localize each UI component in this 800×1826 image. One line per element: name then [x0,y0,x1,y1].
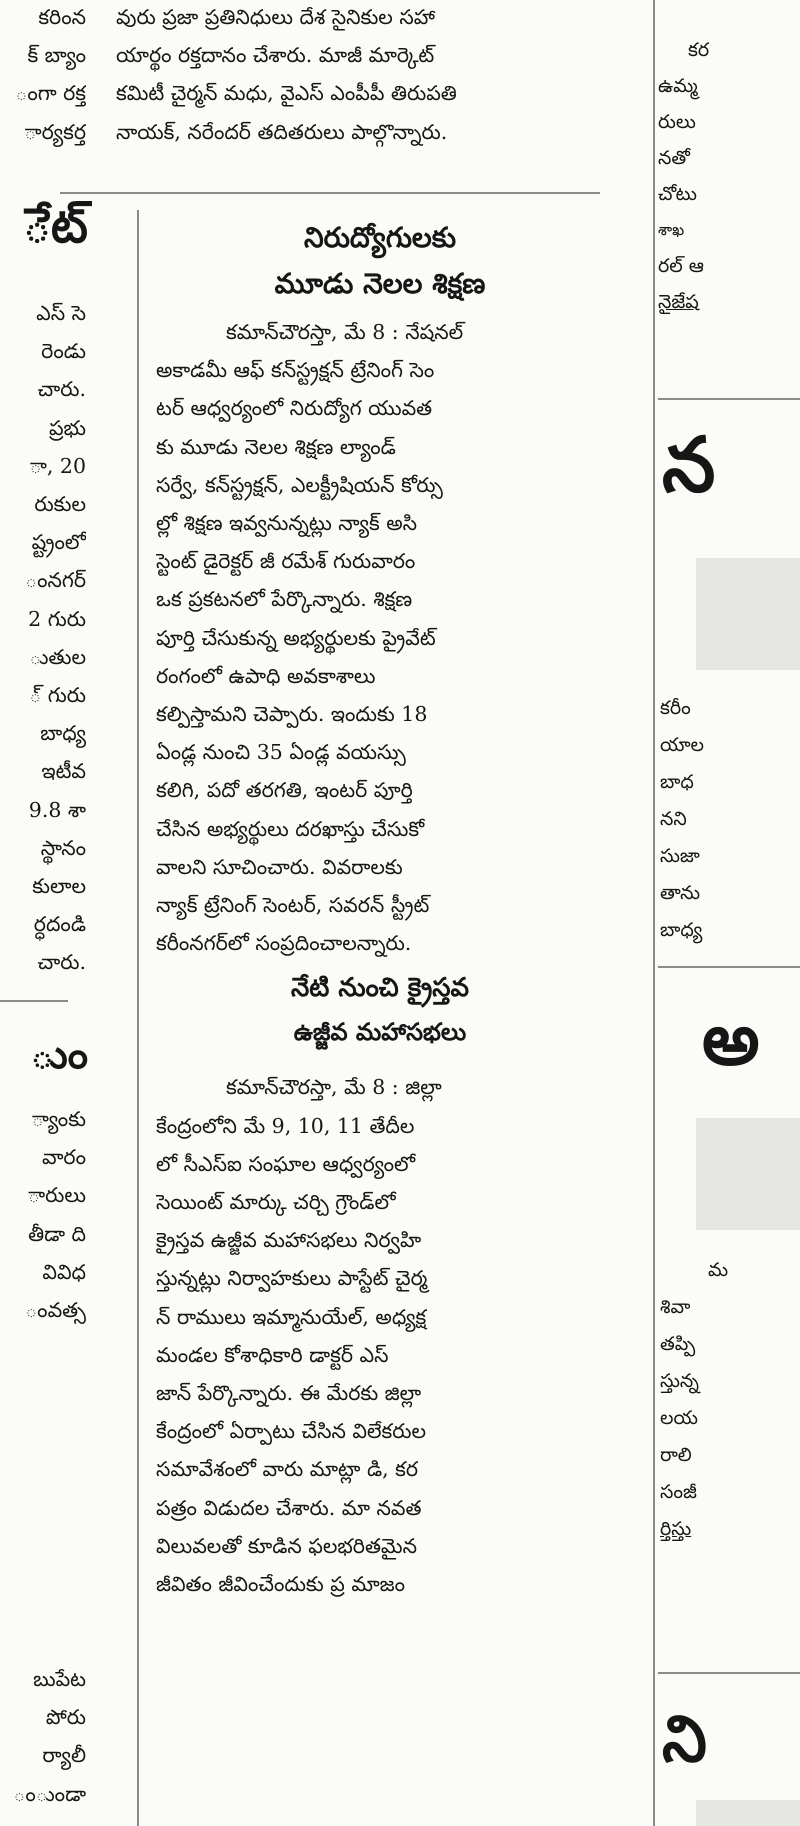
left-body-1: ఎస్ సె రెండు చారు. ప్రభు ా, 20 రుకుల ష్ట్రంలో ంనగర్ 2 గురు ుతుల ్ గురు బాధ్య ఇటీవ 9.8 శా స్థానం కులాల ర్ధదండి చారు. [25,301,86,975]
article-1-body: కమాన్‌చౌరస్తా, మే 8 : నేషనల్ అకాడమీ ఆఫ్ కన్‌స్ట్రక్షన్ ట్రేనింగ్ సెం టర్ ఆధ్వర్యంలో నిరుద్యోగ యువత కు మూడు నెలల శిక్షణ ల్యాండ్ సర్వే, కన్‌స్ట్రక్షన్, ఎలక్ట్రీషియన్ కోర్సు ల్లో శిక్షణ ఇవ్వనున్నట్లు న్యాక్ అసి స్టెంట్ డైరెక్టర్ జీ రమేశ్ గురువారం ఒక ప్రకటనలో పేర్కొన్నారు. శిక్షణ పూర్తి చేసుకున్న అభ్యర్థులకు ప్రైవేట్ రంగంలో ఉపాధి అవకాశాలు కల్పిస్తామని చెప్పారు. ఇందుకు 18 ఏండ్ల నుంచి 35 ఏండ్ల వయస్సు కలిగి, పదో తరగతి, ఇంటర్ పూర్తి చేసిన అభ్యర్థులు దరఖాస్తు చేసుకో వాలని సూచించారు. వివరాలకు న్యాక్ ట్రేనింగ్ సెంటర్, సవరన్ స్ట్రీట్ కరీంనగర్‌లో సంప్రదించాలన్నారు. [156,320,464,956]
article-christian-revival-meetings [156,966,604,1603]
vertical-rule-left [137,210,139,1826]
left-column [0,0,92,1826]
vertical-rule-right [653,0,655,1826]
left-heading-1: ేట్ [23,198,88,254]
article-unemployed-training [156,215,604,962]
right-heading-1: న [662,420,716,509]
horizontal-rule-top [60,192,600,194]
article-2-headline-line2: ఉజ్జీవ మహాసభలు [293,1018,467,1047]
article-2-headline-line1: నేటి నుంచి క్రైస్తవ [290,973,469,1004]
right-body-1: కర ఉమ్మ రులు నతో చోటు శాఖ రల్ ఆ నైజేష [658,39,710,313]
right-heading-2: అ [702,997,760,1081]
left-body-2: ్యాంకు వారం ారులు తీడా ది వివిధ ంవత్స [25,1107,86,1323]
right-divider-2 [658,966,800,968]
article-1-headline-line2: మూడు నెలల శిక్షణ [274,267,486,300]
center-column [156,205,604,1826]
article-1-headline-line1: నిరుద్యోగులకు [303,221,457,254]
right-column [658,0,800,1826]
right-grey-box-3 [696,1800,800,1826]
article-2-body: కమాన్‌చౌరస్తా, మే 8 : జిల్లా కేంద్రంలోని మే 9, 10, 11 తేదీల లో సీఎస్ఐ సంఘాల ఆధ్వర్యంలో సెయింట్ మార్కు చర్చి గ్రౌండ్‌లో క్రైస్తవ ఉజ్జీవ మహాసభలు నిర్వహి స్తున్నట్లు నిర్వాహకులు పాస్టేట్ చైర్మ న్ రాములు ఇమ్మానుయేల్, అధ్యక్ష మండల కోశాధికారి డాక్టర్ ఎస్ జాన్ పేర్కొన్నారు. ఈ మేరకు జిల్లా కేంద్రంలో ఏర్పాటు చేసిన విలేకరుల సమావేశంలో వారు మాట్లా డి, కర పత్రం విడుదల చేశారు. మా నవత విలువలతో కూడిన ఫలభరితమైన జీవితం జీవించేందుకు ప్ర మాజం [156,1075,442,1597]
right-grey-box-2 [696,1118,800,1230]
right-divider-1 [658,398,800,400]
right-body-3: మ శివా తప్పి స్తున్న లయ రాలి సంజీ ర్తిస్తు [660,1259,729,1540]
left-heading-2: ుం [30,1032,88,1078]
center-top-paragraph: వురు ప్రజా ప్రతినిధులు దేశ సైనికుల సహా యార్థం రక్తదానం చేశారు. మాజీ మార్కెట్ కమిటీ చైర్మన్ మధు, వైఎస్ ఎంపీపీ తిరుపతి నాయక్, నరేందర్ తదితరులు పాల్గొన్నారు. [116,5,457,144]
left-top-text: కరింన క్ బ్యాం ంగా రక్త ార్యకర్త [15,5,86,144]
right-heading-3: ని [662,1703,707,1777]
right-grey-box-1 [696,558,800,670]
right-body-2: కరీం యాల బాధ నని సుజా తాను బాధ్య [660,697,705,941]
left-body-3: బుపేట పోరు ర్యాలీ ంుండా [13,1667,86,1806]
left-divider-1 [0,1000,68,1002]
right-divider-3 [658,1672,800,1674]
